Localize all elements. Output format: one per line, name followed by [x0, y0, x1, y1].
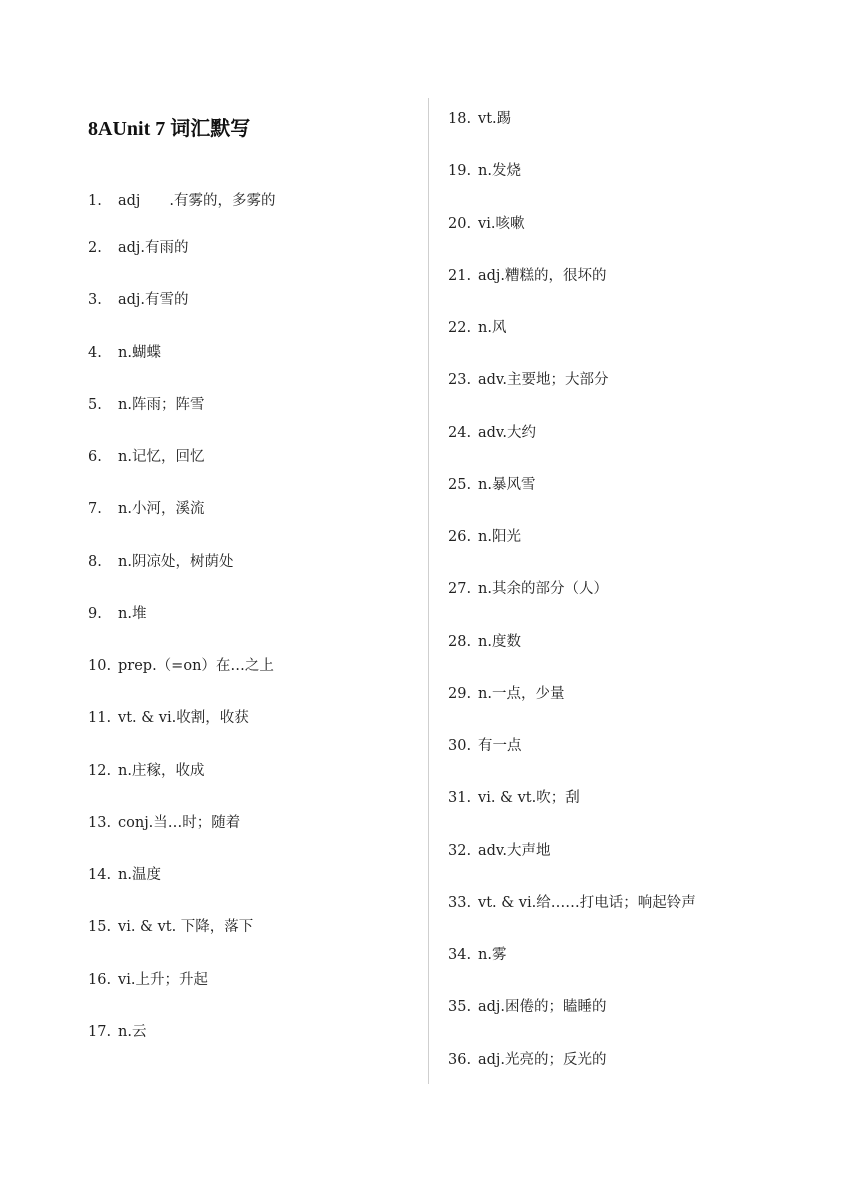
item-text: n.暴风雪: [478, 476, 536, 493]
item-number: 33.: [448, 894, 472, 911]
item-text: adj.有雪的: [118, 292, 189, 309]
vocab-item: [448, 369, 609, 391]
item-text: vt. & vi.收割，收获: [118, 710, 249, 727]
item-number: 14.: [88, 867, 112, 883]
vocab-item: [448, 1049, 607, 1071]
vocab-item: [448, 160, 521, 182]
item-number: 28.: [448, 633, 472, 650]
item-number: 25.: [448, 476, 472, 493]
vocab-item: [88, 498, 204, 520]
vocab-item: [448, 631, 521, 653]
item-number: 3.: [88, 292, 102, 309]
item-text: n.云: [118, 1023, 147, 1040]
item-text: n.发烧: [478, 163, 521, 180]
vocab-item: [88, 603, 146, 625]
item-text: vt.踢: [478, 111, 512, 127]
item-number: 34.: [448, 947, 472, 963]
item-text: n.阴凉处，树荫处: [118, 553, 234, 570]
item-number: 2.: [88, 240, 102, 256]
vocab-item: [88, 446, 204, 468]
item-text: n.一点，少量: [478, 685, 565, 702]
vocab-item: [88, 916, 253, 938]
vocab-item: [448, 840, 551, 862]
item-number: 32.: [448, 842, 472, 859]
vocab-item: [448, 892, 696, 914]
item-number: 8.: [88, 553, 102, 570]
vocab-item: [88, 707, 249, 729]
item-number: 4.: [88, 344, 102, 361]
item-number: 26.: [448, 529, 472, 545]
page-title: 8AUnit 7 词汇默写: [88, 118, 251, 140]
item-number: 10.: [88, 658, 112, 674]
item-number: 23.: [448, 372, 472, 389]
item-text: n.其余的部分（人）: [478, 581, 608, 598]
item-text: vi. & vt.吹；刮: [478, 790, 580, 807]
item-text: conj.当…时；随着: [118, 814, 241, 831]
vocab-item: [88, 1021, 146, 1043]
vocab-item: [448, 735, 522, 757]
vocab-item: [88, 394, 204, 416]
item-text: vi.上升；升起: [118, 971, 208, 988]
item-text: n.小河，溪流: [118, 501, 205, 518]
item-text: n.度数: [478, 633, 521, 650]
item-number: 18.: [448, 111, 472, 127]
item-number: 13.: [88, 814, 112, 831]
item-text: adj .有雾的，多雾的: [118, 193, 276, 209]
item-text: adv.大声地: [478, 842, 551, 859]
item-number: 12.: [88, 762, 112, 779]
item-number: 31.: [448, 790, 472, 807]
item-text: n.庄稼，收成: [118, 762, 205, 779]
item-text: n.阵雨；阵雪: [118, 396, 205, 413]
vocab-item: [448, 422, 536, 444]
vocab-item: [448, 213, 524, 235]
item-text: adj.有雨的: [118, 240, 189, 256]
item-number: 1.: [88, 193, 102, 209]
item-text: vi.咳嗽: [478, 215, 525, 232]
item-text: n.记忆，回忆: [118, 449, 205, 465]
item-number: 36.: [448, 1051, 472, 1068]
item-text: adj.困倦的；瞌睡的: [478, 999, 607, 1016]
item-text: n.堆: [118, 605, 147, 622]
item-number: 9.: [88, 605, 102, 622]
vocab-item: [448, 317, 506, 339]
item-number: 21.: [448, 267, 472, 284]
item-number: 20.: [448, 215, 472, 232]
vocab-item: [88, 289, 189, 311]
item-number: 16.: [88, 971, 112, 988]
item-number: 6.: [88, 449, 102, 465]
vocab-item: [448, 996, 607, 1018]
vocab-item: [88, 760, 204, 782]
item-number: 5.: [88, 396, 102, 413]
item-text: adj.糟糕的，很坏的: [478, 267, 607, 284]
item-number: 19.: [448, 163, 472, 180]
vocab-item: [88, 864, 161, 886]
vocab-item: [448, 683, 564, 705]
vocab-item: [88, 655, 274, 677]
item-text: n.蝴蝶: [118, 344, 161, 361]
item-number: 17.: [88, 1023, 112, 1040]
item-number: 24.: [448, 424, 472, 441]
item-number: 15.: [88, 919, 112, 936]
vocab-item: [88, 237, 189, 259]
item-text: prep.（=on）在…之上: [118, 658, 274, 674]
item-text: 有一点: [478, 738, 522, 754]
item-number: 11.: [88, 710, 112, 727]
item-text: n.风: [478, 320, 507, 336]
vocab-item: [448, 578, 608, 600]
item-text: n.温度: [118, 867, 161, 883]
vocab-item: [448, 944, 506, 966]
item-text: adv.主要地；大部分: [478, 372, 609, 389]
item-number: 7.: [88, 501, 102, 518]
vocab-item: [448, 474, 535, 496]
item-text: adj.光亮的；反光的: [478, 1051, 607, 1068]
item-text: adv.大约: [478, 424, 537, 441]
item-number: 22.: [448, 320, 472, 336]
item-text: n.雾: [478, 947, 507, 963]
item-text: n.阳光: [478, 529, 521, 545]
vocab-item: [448, 526, 521, 548]
vocab-item: [448, 787, 580, 809]
item-text: vi. & vt. 下降，落下: [118, 919, 254, 936]
vocab-item: [88, 969, 208, 991]
item-number: 30.: [448, 738, 472, 754]
column-divider: [428, 98, 429, 1084]
vocab-item: [88, 551, 233, 573]
vocab-item: [88, 190, 276, 212]
vocab-item: [448, 265, 607, 287]
item-number: 27.: [448, 581, 472, 598]
vocab-item: [88, 812, 240, 834]
item-number: 35.: [448, 999, 472, 1016]
vocab-item: [88, 342, 161, 364]
item-text: vt. & vi.给……打电话；响起铃声: [478, 894, 696, 911]
vocab-item: [448, 108, 511, 130]
item-number: 29.: [448, 685, 472, 702]
